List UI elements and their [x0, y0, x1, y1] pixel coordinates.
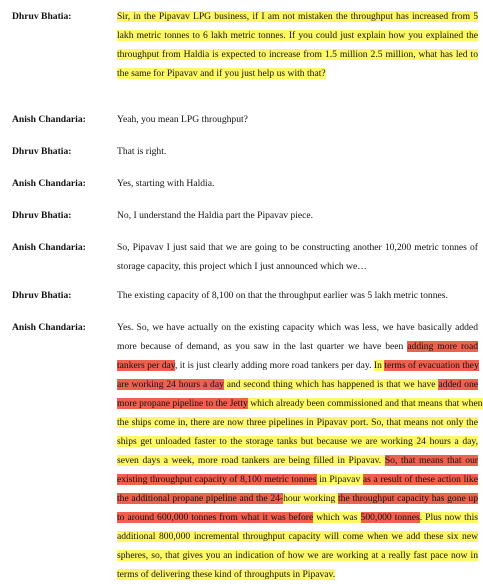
speaker-name: Dhruv Bhatia: — [12, 146, 72, 157]
speech-line — [117, 470, 478, 489]
highlight-red: as a result of these action like — [362, 474, 478, 485]
highlight-red: existing throughput capacity of 8,100 metric tonnes — [117, 474, 317, 485]
text-segment: Yeah, you mean LPG throughput? — [117, 114, 248, 125]
text-segment: Yes. So, we have actually on the existing capacity which was less, we have basically added — [117, 322, 478, 333]
highlight-yellow: . Plus now this — [419, 512, 478, 523]
highlight-yellow: lakh metric tonnes to 6 lakh metric tonnes. If you could just explain how you explained the — [117, 30, 478, 41]
speech-text — [117, 7, 478, 83]
speaker-name: Dhruv Bhatia: — [12, 290, 72, 301]
highlight-yellow: terms of delivering these kind of throughputs in Pipavav. — [117, 569, 336, 580]
speech-text — [117, 318, 483, 584]
speech-line — [117, 318, 478, 337]
speech-line — [117, 238, 478, 257]
speaker-name: Anish Chandaria: — [12, 114, 86, 125]
highlight-yellow: In — [373, 360, 385, 371]
speech-text — [117, 286, 478, 305]
highlight-red: 500,000 tonnes — [360, 512, 420, 523]
speech-line — [117, 508, 478, 527]
highlight-yellow: ships get unloaded faster to the storage tanks but because we are working 24 hours a day, — [117, 436, 478, 447]
text-segment: storage capacity, this project which I just announced which we… — [117, 261, 367, 272]
text-segment: , it is just clearly adding more road tankers per day. — [174, 360, 374, 371]
highlight-yellow: spheres, so, that gives you an indication of how we are working at a really fast pace now in — [117, 550, 478, 561]
highlight-yellow: which was — [313, 512, 361, 523]
speech-line — [117, 45, 478, 64]
highlight-red: the additional propane pipeline and the 24- — [117, 493, 284, 504]
highlight-yellow: hour working — [283, 493, 338, 504]
highlight-yellow: the same for Pipavav and if you just help us with that? — [117, 68, 326, 79]
speech-line — [117, 546, 478, 565]
speech-text — [117, 206, 478, 225]
speaker-name: Dhruv Bhatia: — [12, 11, 72, 22]
speech-line — [117, 565, 478, 584]
speech-line — [117, 26, 478, 45]
speech-line — [117, 489, 478, 508]
highlight-yellow: Sir, in the Pipavav LPG business, if I am not mistaken the throughput has increased from 5 — [117, 11, 478, 22]
speech-line — [117, 337, 478, 356]
highlight-red: are working 24 hours a day — [117, 379, 224, 390]
text-segment: So, Pipavav I just said that we are going to be constructing another 10,200 metric tonnes of — [117, 242, 478, 253]
highlight-yellow: in Pipavav — [316, 474, 363, 485]
text-segment: The existing capacity of 8,100 on that the throughput earlier was 5 lakh metric tonnes. — [117, 290, 448, 301]
highlight-red: adding more road — [407, 341, 478, 352]
highlight-yellow: and second thing which has happened is that we have — [223, 379, 439, 390]
speaker-name: Anish Chandaria: — [12, 178, 86, 189]
speech-line — [117, 432, 478, 451]
speech-line — [117, 286, 478, 305]
highlight-yellow: the ships come in, there are now three pipelines in Pipavav port. So, that means not only the — [117, 417, 478, 428]
highlight-yellow: seven days a week, more road tankers are being filled in Pipavav. — [117, 455, 385, 466]
speech-line — [117, 110, 478, 129]
highlight-red: tankers per day — [117, 360, 175, 371]
speech-line — [117, 413, 478, 432]
highlight-yellow: which already been commissioned and that means that when — [247, 398, 483, 409]
speech-line — [117, 142, 478, 161]
speech-line — [117, 174, 478, 193]
speech-text — [117, 142, 478, 161]
speech-text — [117, 238, 478, 276]
highlight-red: to around 600,000 tonnes from what it was before — [117, 512, 314, 523]
speech-line — [117, 356, 478, 375]
text-segment: No, I understand the Haldia part the Pipavav piece. — [117, 210, 314, 221]
speech-line — [117, 206, 478, 225]
speech-line — [117, 7, 478, 26]
speaker-name: Anish Chandaria: — [12, 242, 86, 253]
text-segment: That is right. — [117, 146, 167, 157]
speech-line — [117, 257, 478, 276]
highlight-red: terms of evacuation they — [384, 360, 479, 371]
highlight-red: added one — [438, 379, 479, 390]
highlight-red: So, that means that our — [384, 455, 478, 466]
speech-text — [117, 110, 478, 129]
highlight-yellow: additional 800,000 incremental throughput capacity will come when we add these six new — [117, 531, 478, 542]
speech-line — [117, 64, 478, 83]
text-segment: Yes, starting with Haldia. — [117, 178, 215, 189]
speaker-name: Dhruv Bhatia: — [12, 210, 72, 221]
speech-text — [117, 174, 478, 193]
text-segment: more because of demand, as you saw in the last quarter we have been — [117, 341, 408, 352]
speech-line — [117, 375, 478, 394]
speech-line — [117, 394, 483, 413]
highlight-red: more propane pipeline to the Jetty — [117, 398, 248, 409]
speaker-name: Anish Chandaria: — [12, 322, 86, 333]
speech-line — [117, 527, 478, 546]
highlight-red: the throughput capacity has gone up — [337, 493, 479, 504]
highlight-yellow: throughput from Haldia is expected to increase from 1.5 million 2.5 million, what has led to — [117, 49, 478, 60]
speech-line — [117, 451, 478, 470]
